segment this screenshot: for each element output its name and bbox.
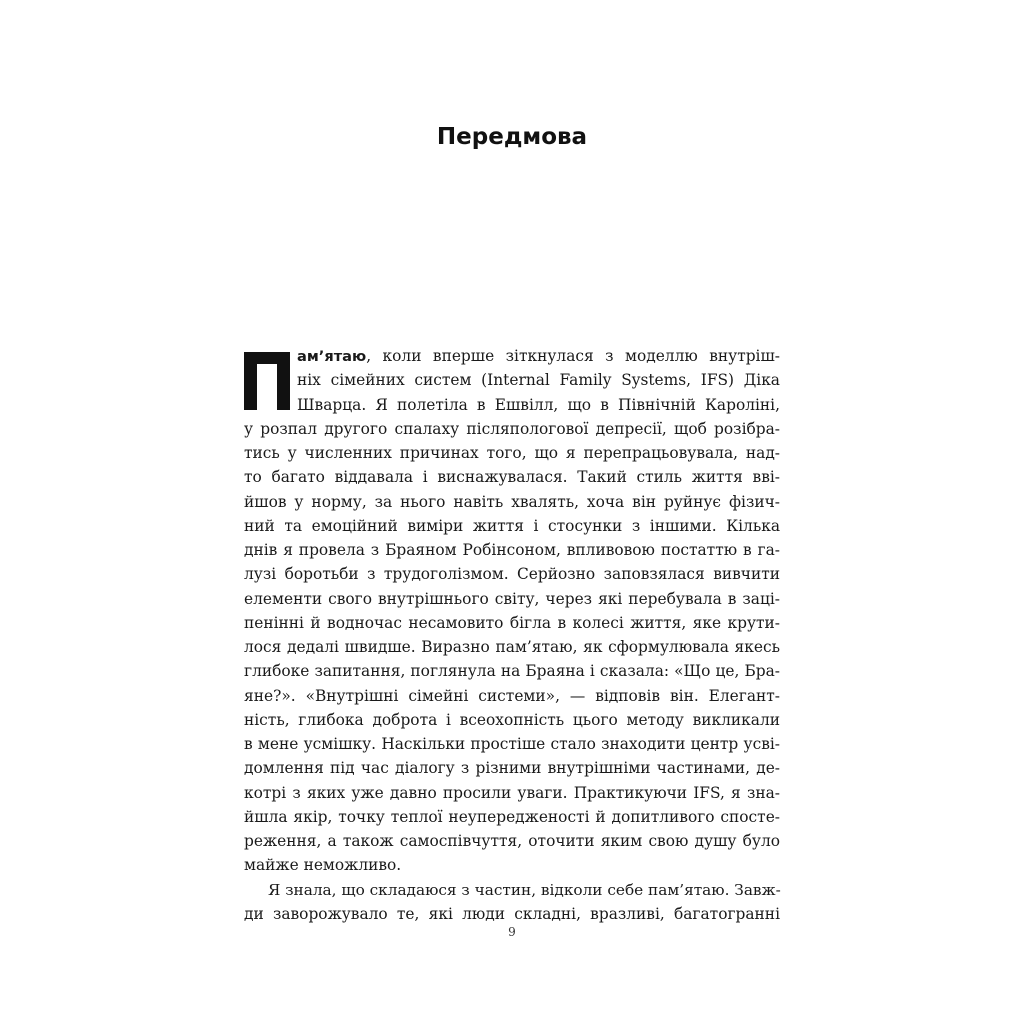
text-line: тись у численних причинах того, що я перепрацьовувала, над- bbox=[244, 444, 780, 462]
text-line: майже неможливо. bbox=[244, 856, 402, 875]
drop-cap-right-stroke bbox=[277, 352, 290, 410]
paragraph-1 bbox=[244, 344, 780, 878]
body-text bbox=[244, 344, 780, 926]
text-line: ний та емоційний виміри життя і стосунки з іншими. Кілька bbox=[244, 516, 780, 535]
text-line: то багато віддавала і виснажувалася. Такий стиль життя вві- bbox=[244, 468, 780, 487]
text-line: ди заворожувало те, які люди складні, вразливі, багатогранні bbox=[244, 904, 780, 923]
text-line: глибоке запитання, поглянула на Браяна і сказала: «Що це, Бра- bbox=[244, 662, 780, 681]
text-line: яне?». «Внутрішні сімейні системи», — відповів він. Елегант- bbox=[244, 686, 780, 705]
text-line: домлення під час діалогу з різними внутрішніми частинами, де- bbox=[244, 759, 780, 778]
text-line: йшла якір, точку теплої неупередженості й допитливого спосте- bbox=[244, 807, 780, 826]
text-line: лося дедалі швидше. Виразно пам’ятаю, як сформулювала якесь bbox=[244, 638, 780, 656]
text-line: в мене усмішку. Наскільки простіше стало знаходити центр усві- bbox=[244, 735, 780, 753]
lead-word: ам’ятаю bbox=[297, 348, 367, 365]
text-line: днів я провела з Браяном Робінсоном, впливовою постаттю в га- bbox=[244, 541, 780, 559]
text-line: ніх сімейних систем (Internal Family Systems, IFS) Діка bbox=[297, 371, 780, 390]
text-line: ам’ятаю, коли вперше зіткнулася з моделлю внутріш- bbox=[297, 347, 780, 365]
text-line: у розпал другого спалаху післяпологової депресії, щоб розібра- bbox=[244, 419, 780, 438]
text-line: Шварца. Я полетіла в Ешвілл, що в Північній Кароліні, bbox=[297, 395, 780, 414]
page-number: 9 bbox=[508, 925, 516, 939]
text-line: лузі боротьби з трудоголізмом. Серйозно заповзялася вивчити bbox=[244, 565, 780, 584]
paragraph-2 bbox=[244, 878, 780, 927]
text-line: котрі з яких уже давно просили уваги. Практикуючи IFS, я зна- bbox=[244, 783, 780, 802]
drop-cap bbox=[244, 352, 290, 410]
text-line: ність, глибока доброта і всеохопність цього методу викликали bbox=[244, 710, 780, 729]
chapter-title: Передмова bbox=[436, 124, 588, 150]
text-line: Я знала, що складаюся з частин, відколи себе пам’ятаю. Завж- bbox=[268, 880, 781, 899]
text-line: елементи свого внутрішнього світу, через які перебувала в заці- bbox=[244, 589, 780, 608]
drop-cap-left-stroke bbox=[244, 352, 257, 410]
text-line: реження, а також самоспівчуття, оточити яким свою душу було bbox=[244, 832, 780, 850]
text-line: пенінні й водночас несамовито бігла в колесі життя, яке крути- bbox=[244, 613, 780, 632]
text-line: йшов у норму, за нього навіть хвалять, хоча він руйнує фізич- bbox=[244, 492, 780, 511]
